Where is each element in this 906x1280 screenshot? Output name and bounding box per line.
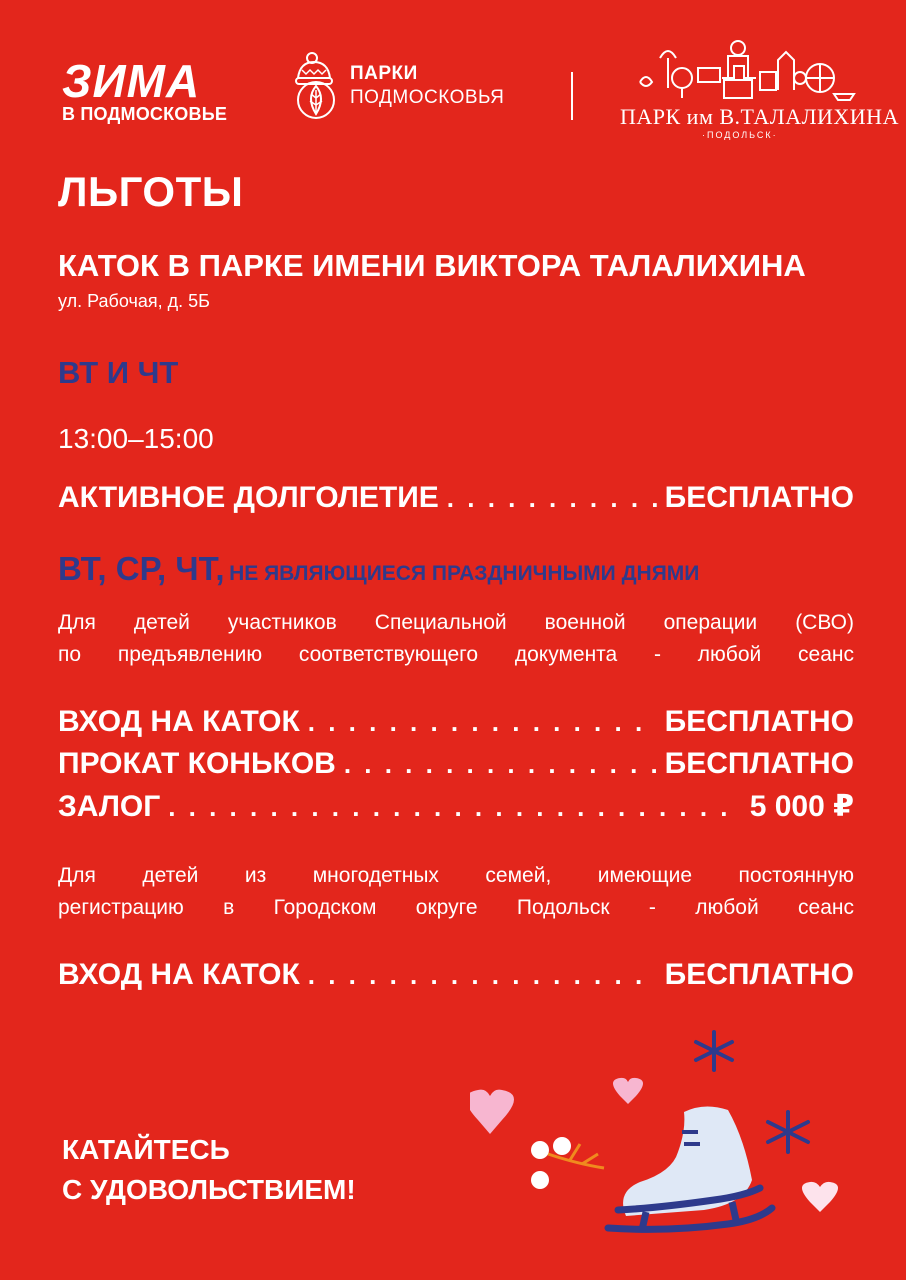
snowflake-icon (768, 1112, 808, 1152)
price-row-label: ЗАЛОГ (58, 790, 161, 823)
heart-icon (802, 1182, 838, 1212)
price-row-value: БЕСПЛАТНО (664, 705, 854, 738)
section2-description-line2: по предъявлению соответствующего документа - любой сеанс (58, 643, 854, 666)
address: ул. Рабочая, д. 5Б (58, 291, 210, 311)
section1-time: 13:00–15:00 (58, 423, 214, 454)
skate-illustration (470, 1020, 906, 1280)
price-row-label: ПРОКАТ КОНЬКОВ (58, 747, 336, 780)
park-illustration-icon (620, 38, 858, 102)
section3-description (58, 860, 854, 924)
section2-description (58, 607, 854, 671)
parki-line1: ПАРКИ (350, 63, 418, 84)
price-row-value: 5 000 ₽ (749, 790, 854, 823)
slogan-line2: С УДОВОЛЬСТВИЕМ! (62, 1174, 356, 1205)
zima-logo-title: ЗИМА (62, 55, 201, 107)
heart-icon (613, 1078, 643, 1104)
berry-branch-icon (531, 1137, 604, 1189)
price-row-label: АКТИВНОЕ ДОЛГОЛЕТИЕ (58, 481, 439, 514)
zima-logo-subtitle: В ПОДМОСКОВЬЕ (62, 104, 228, 124)
section2-days (58, 550, 699, 588)
dot-leader (308, 707, 657, 738)
zima-logo (62, 55, 228, 125)
leaf-hat-icon (292, 50, 344, 122)
section2-description-line1: Для детей участников Специальной военной операции (СВО) (58, 611, 854, 634)
price-row-label: ВХОД НА КАТОК (58, 958, 300, 991)
price-row-value: БЕСПЛАТНО (664, 481, 854, 514)
price-row (58, 481, 854, 515)
park-name: ПАРК им В.ТАЛАЛИХИНА (620, 104, 899, 129)
dot-leader (447, 483, 657, 514)
parki-line2: ПОДМОСКОВЬЯ (350, 87, 505, 108)
section2-days-main: ВТ, СР, ЧТ, (58, 550, 225, 587)
slogan (62, 1130, 356, 1210)
price-row (58, 789, 854, 824)
price-row (58, 747, 854, 781)
rink-name: КАТОК В ПАРКЕ ИМЕНИ ВИКТОРА ТАЛАЛИХИНА (58, 248, 806, 283)
price-row (58, 705, 854, 739)
dot-leader (168, 792, 741, 823)
parki-logo (292, 50, 504, 122)
price-row (58, 958, 854, 992)
price-row-value: БЕСПЛАТНО (664, 958, 854, 991)
section3-description-line1: Для детей из многодетных семей, имеющие постоянную (58, 864, 854, 887)
section3-description-line2: регистрацию в Городском округе Подольск - любой сеанс (58, 896, 854, 919)
dot-leader (344, 749, 657, 780)
page-title: ЛЬГОТЫ (58, 168, 244, 215)
heart-icon (470, 1090, 514, 1134)
slogan-line1: КАТАЙТЕСЬ (62, 1134, 230, 1165)
logo-divider (571, 72, 573, 120)
section2-days-note: НЕ ЯВЛЯЮЩИЕСЯ ПРАЗДНИЧНЫМИ ДНЯМИ (229, 562, 700, 585)
section1-days: ВТ И ЧТ (58, 355, 179, 390)
ice-skate-icon (608, 1106, 772, 1230)
price-row-value: БЕСПЛАТНО (664, 747, 854, 780)
park-logo (620, 38, 899, 142)
park-city: ·ПОДОЛЬСК· (702, 130, 778, 140)
snowflake-icon (696, 1032, 732, 1070)
price-row-label: ВХОД НА КАТОК (58, 705, 300, 738)
dot-leader (308, 960, 657, 991)
